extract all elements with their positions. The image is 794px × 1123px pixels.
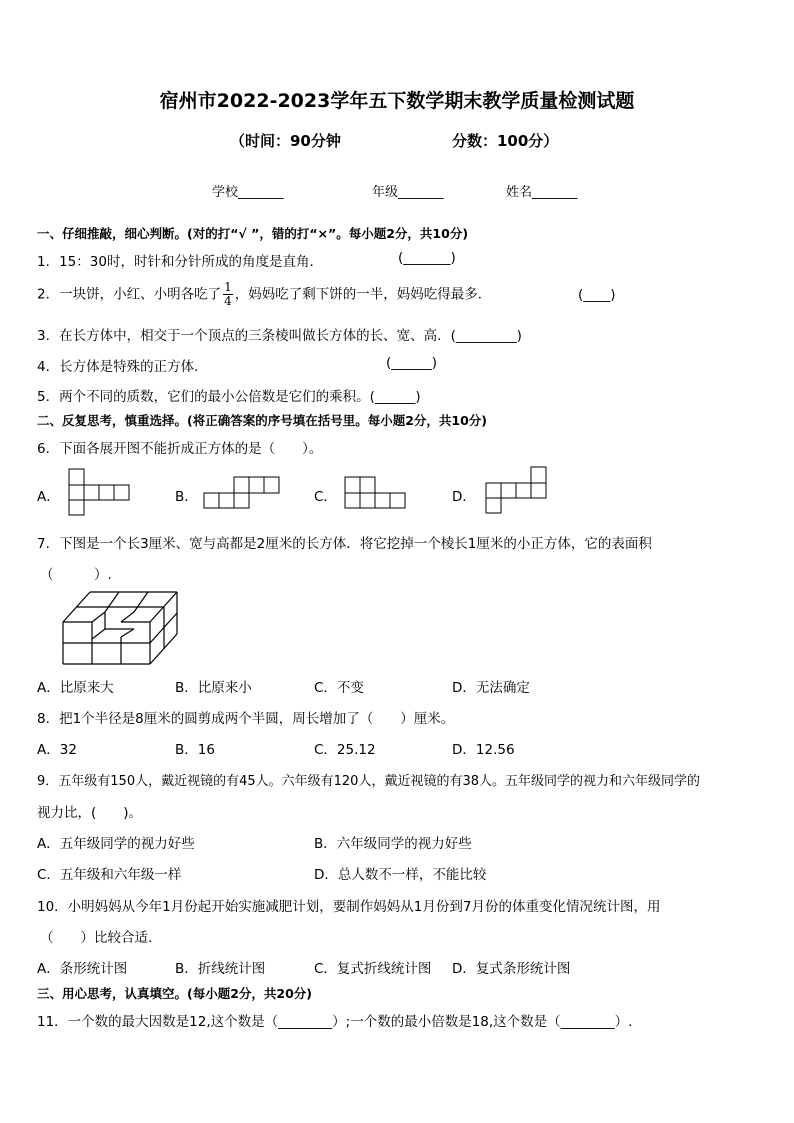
q10-option-b: B．折线统计图 <box>175 961 266 977</box>
cube-net-d-figure <box>485 466 551 516</box>
q9-option-c: C．五年级和六年级一样 <box>37 867 182 883</box>
q8-option-d: D．12.56 <box>452 742 515 758</box>
q6-option-d-label: D． <box>452 489 476 505</box>
question-4: 4．长方体是特殊的正方体． <box>37 359 208 375</box>
question-5: 5．两个不同的质数，它们的最小公倍数是它们的乘积。(______) <box>37 389 421 405</box>
q10-option-a: A．条形统计图 <box>37 961 128 977</box>
exam-score: 分数：100分） <box>452 132 559 150</box>
question-11: 11．一个数的最大因数是12,这个数是（________）;一个数的最小倍数是18,这个数是（________）. <box>37 1014 633 1030</box>
q10-option-d: D．复式条形统计图 <box>452 961 571 977</box>
question-7-line-1: 7．下图是一个长3厘米、宽与高都是2厘米的长方体．将它挖掉一个棱长1厘米的小正方体，它的表面积 <box>37 536 652 552</box>
q10-option-c: C．复式折线统计图 <box>314 961 432 977</box>
question-1-blank[interactable]: (_______) <box>398 250 456 266</box>
q8-option-c: C．25.12 <box>314 742 376 758</box>
question-6: 6．下面各展开图不能折成正方体的是（ ）。 <box>37 441 323 457</box>
name-field[interactable]: 姓名_______ <box>506 185 578 200</box>
q6-option-a-label: A． <box>37 489 60 505</box>
q7-option-b: B．比原来小 <box>175 680 252 696</box>
question-10-line-1: 10．小明妈妈从今年1月份起开始实施减肥计划，要制作妈妈从1月份到7月份的体重变化情况统计图，用 <box>37 899 661 915</box>
q9-option-b: B．六年级同学的视力好些 <box>314 836 472 852</box>
grade-field[interactable]: 年级_______ <box>372 185 444 200</box>
page-title: 宿州市2022-2023学年五下数学期末教学质量检测试题 <box>159 90 635 112</box>
fraction-one-quarter: $\frac{1}{4}$ <box>224 280 232 308</box>
q7-option-a: A．比原来大 <box>37 680 114 696</box>
q8-option-b: B．16 <box>175 742 215 758</box>
section-3-heading: 三、用心思考，认真填空。(每小题2分，共20分) <box>37 986 313 1001</box>
q9-option-a: A．五年级同学的视力好些 <box>37 836 195 852</box>
q6-option-c-label: C． <box>314 489 337 505</box>
question-10-line-2: （ ）比较合适． <box>40 930 162 946</box>
cube-net-b-figure <box>203 476 283 510</box>
q8-option-a: A．32 <box>37 742 77 758</box>
section-2-heading: 二、反复思考，慎重选择。(将正确答案的序号填在括号里。每小题2分，共10分) <box>37 413 488 428</box>
q7-option-c: C．不变 <box>314 680 364 696</box>
question-4-blank[interactable]: (______) <box>386 355 438 371</box>
question-2-blank[interactable]: (____) <box>578 287 616 303</box>
question-1: 1．15：30时，时针和分针所成的角度是直角． <box>37 254 323 270</box>
cube-net-a-figure <box>68 468 132 516</box>
cuboid-with-cutout-figure <box>60 587 180 667</box>
question-9-line-2: 视力比，( )。 <box>37 805 143 821</box>
question-9-line-1: 9．五年级有150人，戴近视镜的有45人。六年级有120人，戴近视镜的有38人。五年级同学的视力和六年级同学的 <box>37 774 700 789</box>
question-3: 3．在长方体中，相交于一个顶点的三条棱叫做长方体的长、宽、高．(_________) <box>37 328 522 344</box>
school-field[interactable]: 学校_______ <box>212 185 284 200</box>
q7-option-d: D．无法确定 <box>452 680 530 696</box>
question-2: 2．一块饼，小红、小明各吃了 $\frac{1}{4}$ ，妈妈吃了剩下饼的一半，妈妈吃得最多． <box>37 280 492 308</box>
q6-option-b-label: B． <box>175 489 198 505</box>
section-1-heading: 一、仔细推敲，细心判断。(对的打“√ ”，错的打“×”。每小题2分，共10分) <box>37 226 469 241</box>
question-8: 8．把1个半径是8厘米的圆剪成两个半圆，周长增加了（ ）厘米。 <box>37 711 455 727</box>
question-7-line-2: （ ）. <box>40 567 112 583</box>
exam-time: （时间：90分钟 <box>230 132 341 150</box>
q9-option-d: D．总人数不一样，不能比较 <box>314 867 487 883</box>
cube-net-c-figure <box>344 476 408 510</box>
